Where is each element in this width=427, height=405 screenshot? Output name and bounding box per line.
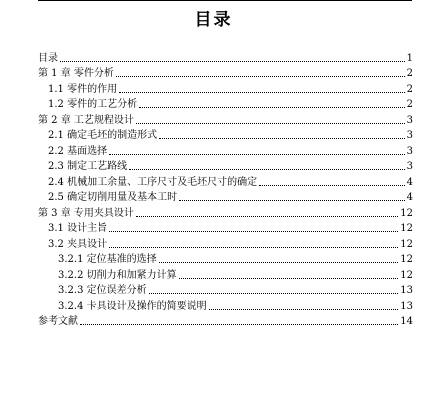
toc-entry[interactable] (38, 80, 413, 96)
toc-entry[interactable] (38, 204, 413, 220)
toc-entry[interactable] (38, 251, 413, 267)
toc-entry-label: 2.5 确定切削用量及基本工时 (48, 192, 178, 203)
toc-entry-label: 1.2 零件的工艺分析 (48, 99, 138, 110)
toc-entry-page: 13 (400, 285, 413, 296)
dot-leader (139, 107, 405, 108)
toc-entry[interactable] (38, 189, 413, 205)
toc-entry-label: 3.2.1 定位基准的选择 (58, 254, 157, 265)
toc-entry-page: 4 (406, 176, 413, 188)
toc-entry[interactable] (38, 173, 413, 189)
dot-leader (159, 138, 405, 139)
page-title: 目录 (194, 10, 233, 30)
toc-entry-page: 13 (400, 300, 413, 312)
dot-leader (109, 154, 405, 155)
table-of-contents (38, 49, 413, 328)
toc-entry[interactable] (38, 297, 413, 313)
toc-entry-page: 12 (400, 238, 413, 250)
toc-entry-page: 3 (406, 114, 413, 126)
toc-entry-label: 第 2 章 工艺规程设计 (38, 114, 134, 126)
toc-entry[interactable] (38, 220, 413, 236)
dot-leader (209, 309, 399, 310)
dot-leader (136, 123, 405, 124)
toc-entry-page: 2 (406, 99, 413, 110)
toc-entry-label: 1.1 零件的作用 (48, 83, 118, 95)
dot-leader (109, 231, 398, 232)
toc-entry-page: 14 (400, 316, 413, 327)
toc-entry-page: 3 (406, 161, 413, 172)
toc-entry-page: 12 (400, 254, 413, 265)
toc-entry[interactable] (38, 282, 413, 298)
toc-entry-page: 2 (406, 68, 413, 79)
toc-entry-label: 3.2.2 切削力和加紧力计算 (58, 269, 177, 281)
toc-entry-page: 3 (406, 145, 413, 157)
toc-entry-label: 3.2.4 卡具设计及操作的简要说明 (58, 300, 207, 312)
toc-entry[interactable] (38, 65, 413, 81)
toc-entry-label: 第 3 章 专用夹具设计 (38, 207, 134, 219)
dot-leader (179, 200, 405, 201)
toc-entry-label: 3.2 夹具设计 (48, 238, 108, 250)
dot-leader (119, 92, 405, 93)
toc-entry-label: 目录 (38, 52, 58, 64)
toc-entry-page: 4 (406, 192, 413, 203)
toc-entry[interactable] (38, 96, 413, 112)
toc-entry-label: 2.3 制定工艺路线 (48, 161, 128, 172)
toc-entry-label: 参考文献 (38, 316, 78, 327)
dot-leader (129, 169, 405, 170)
toc-entry[interactable] (38, 235, 413, 251)
toc-entry-label: 2.2 基面选择 (48, 145, 108, 157)
dot-leader (136, 216, 398, 217)
dot-leader (60, 61, 405, 62)
dot-leader (80, 324, 398, 325)
toc-entry-label: 2.1 确定毛坯的制造形式 (48, 130, 158, 141)
toc-entry-page: 12 (400, 269, 413, 281)
toc-entry[interactable] (38, 158, 413, 174)
toc-entry-page: 12 (400, 223, 413, 234)
toc-entry-label: 3.1 设计主旨 (48, 223, 108, 234)
dot-leader (259, 185, 405, 186)
toc-entry-page: 12 (400, 207, 413, 219)
toc-entry-page: 2 (406, 83, 413, 95)
toc-entry[interactable] (38, 127, 413, 143)
dot-leader (149, 293, 399, 294)
dot-leader (179, 278, 399, 279)
toc-entry[interactable] (38, 142, 413, 158)
toc-entry[interactable] (38, 111, 413, 127)
toc-entry-label: 2.4 机械加工余量、工序尺寸及毛坯尺寸的确定 (48, 176, 258, 188)
top-rule (38, 0, 412, 1)
toc-entry-label: 第 1 章 零件分析 (38, 68, 114, 79)
dot-leader (159, 262, 399, 263)
dot-leader (116, 76, 405, 77)
toc-entry-label: 3.2.3 定位误差分析 (58, 285, 147, 296)
dot-leader (109, 247, 398, 248)
toc-entry[interactable] (38, 49, 413, 65)
toc-entry-page: 3 (406, 130, 413, 141)
toc-entry[interactable] (38, 266, 413, 282)
toc-entry-page: 1 (406, 52, 413, 64)
toc-entry[interactable] (38, 313, 413, 329)
